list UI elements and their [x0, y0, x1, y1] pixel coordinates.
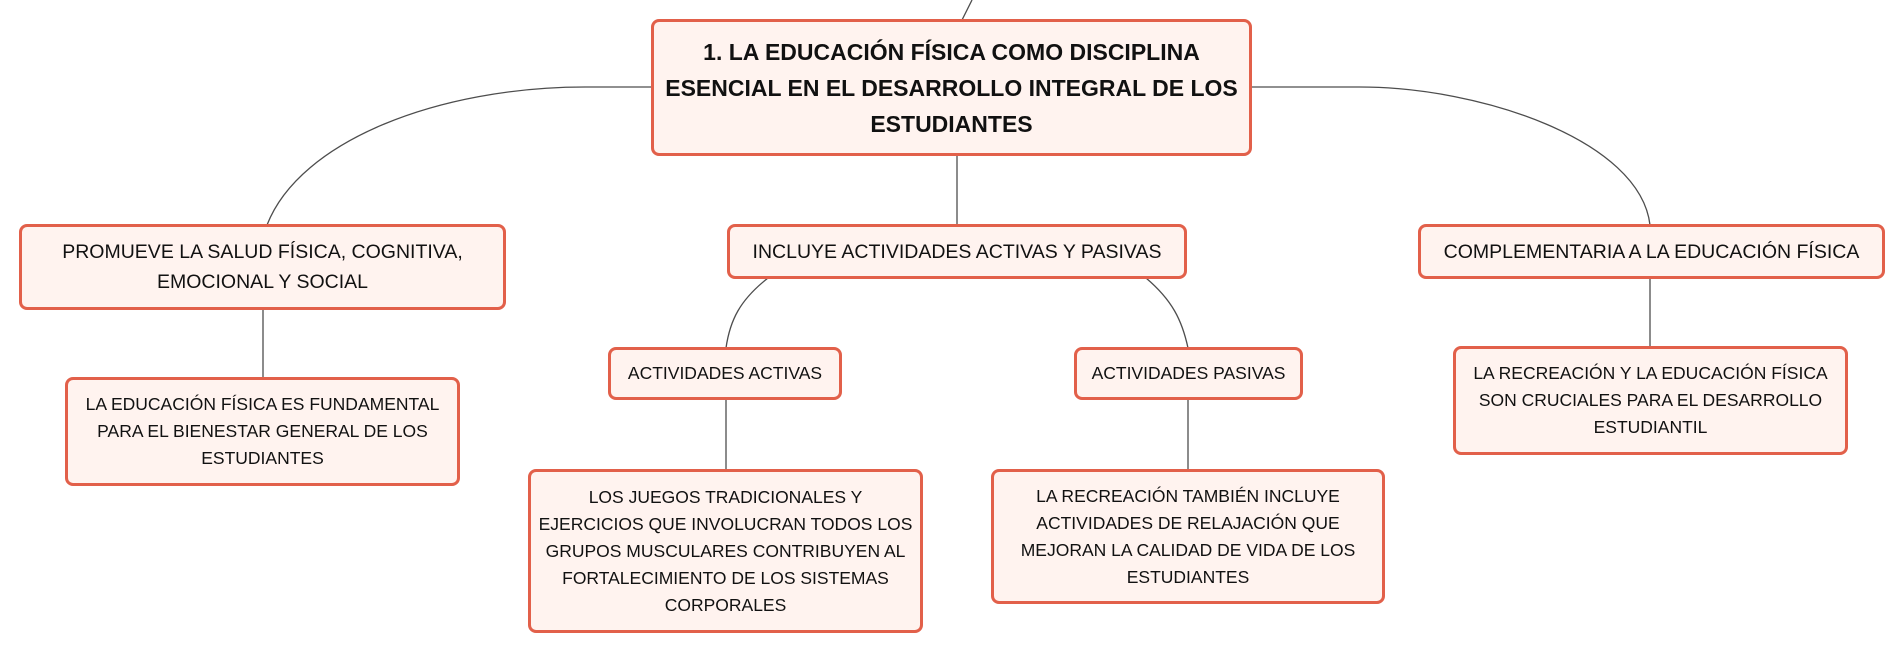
connector-actividades-to-pasivas: [1146, 278, 1188, 348]
connector-actividades-to-activas: [726, 278, 768, 348]
branch-label-salud: PROMUEVE LA SALUD FÍSICA, COGNITIVA, EMOCIONAL Y SOCIAL: [62, 241, 463, 293]
subtopic-node-cruciales[interactable]: [1453, 346, 1848, 455]
connector-root-to-complementaria: [1251, 87, 1650, 225]
subtopic-label-cruciales: LA RECREACIÓN Y LA EDUCACIÓN FÍSICA SON CRUCIALES PARA EL DESARROLLO ESTUDIANTIL: [1473, 363, 1828, 437]
branch-label-complementaria: COMPLEMENTARIA A LA EDUCACIÓN FÍSICA: [1443, 240, 1860, 263]
branch-node-salud[interactable]: [19, 224, 506, 310]
branch-node-actividades[interactable]: [727, 224, 1187, 279]
branch-node-complementaria[interactable]: [1418, 224, 1885, 279]
subtopic-label-juegos: LOS JUEGOS TRADICIONALES Y EJERCICIOS QUE INVOLUCRAN TODOS LOS GRUPOS MUSCULARES CONTRIBUYEN AL FORTALECIMIENTO DE LOS SISTEMAS CORPORALES: [538, 486, 913, 615]
subtopic-label-recreacion: LA RECREACIÓN TAMBIÉN INCLUYE ACTIVIDADES DE RELAJACIÓN QUE MEJORAN LA CALIDAD DE VIDA DE LOS ESTUDIANTES: [1020, 485, 1356, 587]
connector-root-to-salud: [267, 87, 653, 225]
connector-parent-stub: [962, 0, 972, 20]
branch-label-actividades: INCLUYE ACTIVIDADES ACTIVAS Y PASIVAS: [752, 240, 1162, 263]
subtopic-node-juegos[interactable]: [528, 469, 923, 633]
subtopic-node-recreacion[interactable]: [991, 469, 1385, 604]
subtopic-node-activas[interactable]: [608, 347, 842, 400]
subtopic-node-pasivas[interactable]: [1074, 347, 1303, 400]
subtopic-label-activas: ACTIVIDADES ACTIVAS: [627, 363, 823, 383]
root-topic-node[interactable]: [651, 19, 1252, 156]
subtopic-node-bienestar[interactable]: [65, 377, 460, 486]
subtopic-label-pasivas: ACTIVIDADES PASIVAS: [1091, 363, 1286, 383]
root-topic-label: 1. LA EDUCACIÓN FÍSICA COMO DISCIPLINA ESENCIAL EN EL DESARROLLO INTEGRAL DE LOS ESTUDIANTES: [665, 38, 1238, 137]
subtopic-label-bienestar: LA EDUCACIÓN FÍSICA ES FUNDAMENTAL PARA EL BIENESTAR GENERAL DE LOS ESTUDIANTES: [85, 394, 440, 468]
